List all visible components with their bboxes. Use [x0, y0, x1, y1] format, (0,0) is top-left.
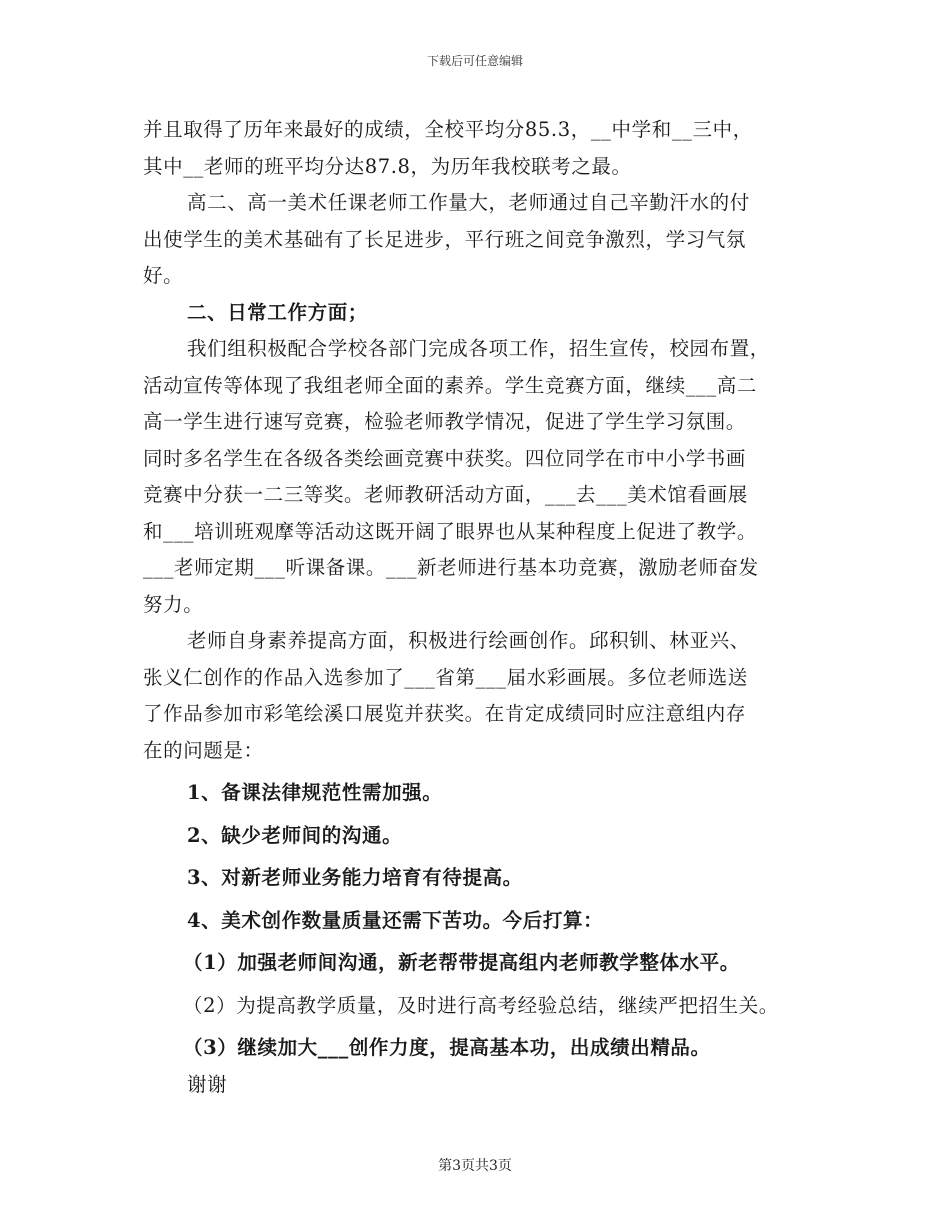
- plan-item: （3）继续加大___创作力度，提高基本功，出成绩出精品。: [183, 1036, 711, 1059]
- document-body: [143, 112, 823, 1103]
- problem-item: 4、美术创作数量质量还需下苦功。今后打算：: [187, 908, 604, 932]
- text-line: 了作品参加市彩笔绘溪口展览并获奖。在肯定成绩同时应注意组内存: [143, 702, 747, 725]
- text-line: 其中__老师的班平均分达87.8，为历年我校联考之最。: [143, 154, 632, 178]
- text-line: 在的问题是：: [143, 738, 264, 762]
- text-line: 高二、高一美术任课老师工作量大，老师通过自己辛勤汗水的付: [187, 191, 750, 214]
- text-line: 竞赛中分获一二三等奖。老师教研活动方面，___去___美术馆看画展: [143, 483, 748, 506]
- problem-item: 2、缺少老师间的沟通。: [187, 823, 403, 847]
- text-line: 同时多名学生在各级各类绘画竞赛中获奖。四位同学在市中小学书画: [143, 446, 747, 470]
- text-line: 老师自身素养提高方面，积极进行绘画创作。邱积钏、林亚兴、: [187, 629, 750, 652]
- text-line: 张义仁创作的作品入选参加了___省第___届水彩画展。多位老师选送: [143, 665, 748, 689]
- text-line: 并且取得了历年来最好的成绩，全校平均分85.3，__中学和__三中，: [143, 118, 753, 141]
- text-line: 好。: [143, 264, 184, 287]
- problem-item: 3、对新老师业务能力培育有待提高。: [187, 866, 523, 889]
- plan-item: （1）加强老师间沟通，新老帮带提高组内老师教学整体水平。: [183, 951, 740, 974]
- closing-text: 谢谢: [187, 1072, 228, 1096]
- page-header: 下载后可任意编辑: [426, 54, 523, 68]
- text-line: 出使学生的美术基础有了长足进步，平行班之间竞争激烈，学习气氛: [143, 227, 747, 251]
- problem-item: 1、备课法律规范性需加强。: [187, 781, 443, 804]
- text-line: 高一学生进行速写竞赛，检验老师教学情况，促进了学生学习氛围。: [143, 410, 747, 433]
- text-line: 努力。: [143, 592, 204, 616]
- text-line: 我们组积极配合学校各部门完成各项工作，招生宣传，校园布置，: [187, 337, 770, 360]
- section-heading: 二、日常工作方面；: [187, 300, 368, 324]
- page-footer: 第3页共3页: [438, 1158, 512, 1174]
- plan-item: （2）为提高教学质量，及时进行高考经验总结，继续严把招生关。: [183, 993, 779, 1017]
- text-line: 和___培训班观摩等活动这既开阔了眼界也从某种程度上促进了教学。: [143, 519, 757, 543]
- text-line: ___老师定期___听课备课。___新老师进行基本功竞赛，激励老师奋发: [143, 556, 759, 579]
- text-line: 活动宣传等体现了我组老师全面的素养。学生竞赛方面，继续___高二: [143, 373, 757, 397]
